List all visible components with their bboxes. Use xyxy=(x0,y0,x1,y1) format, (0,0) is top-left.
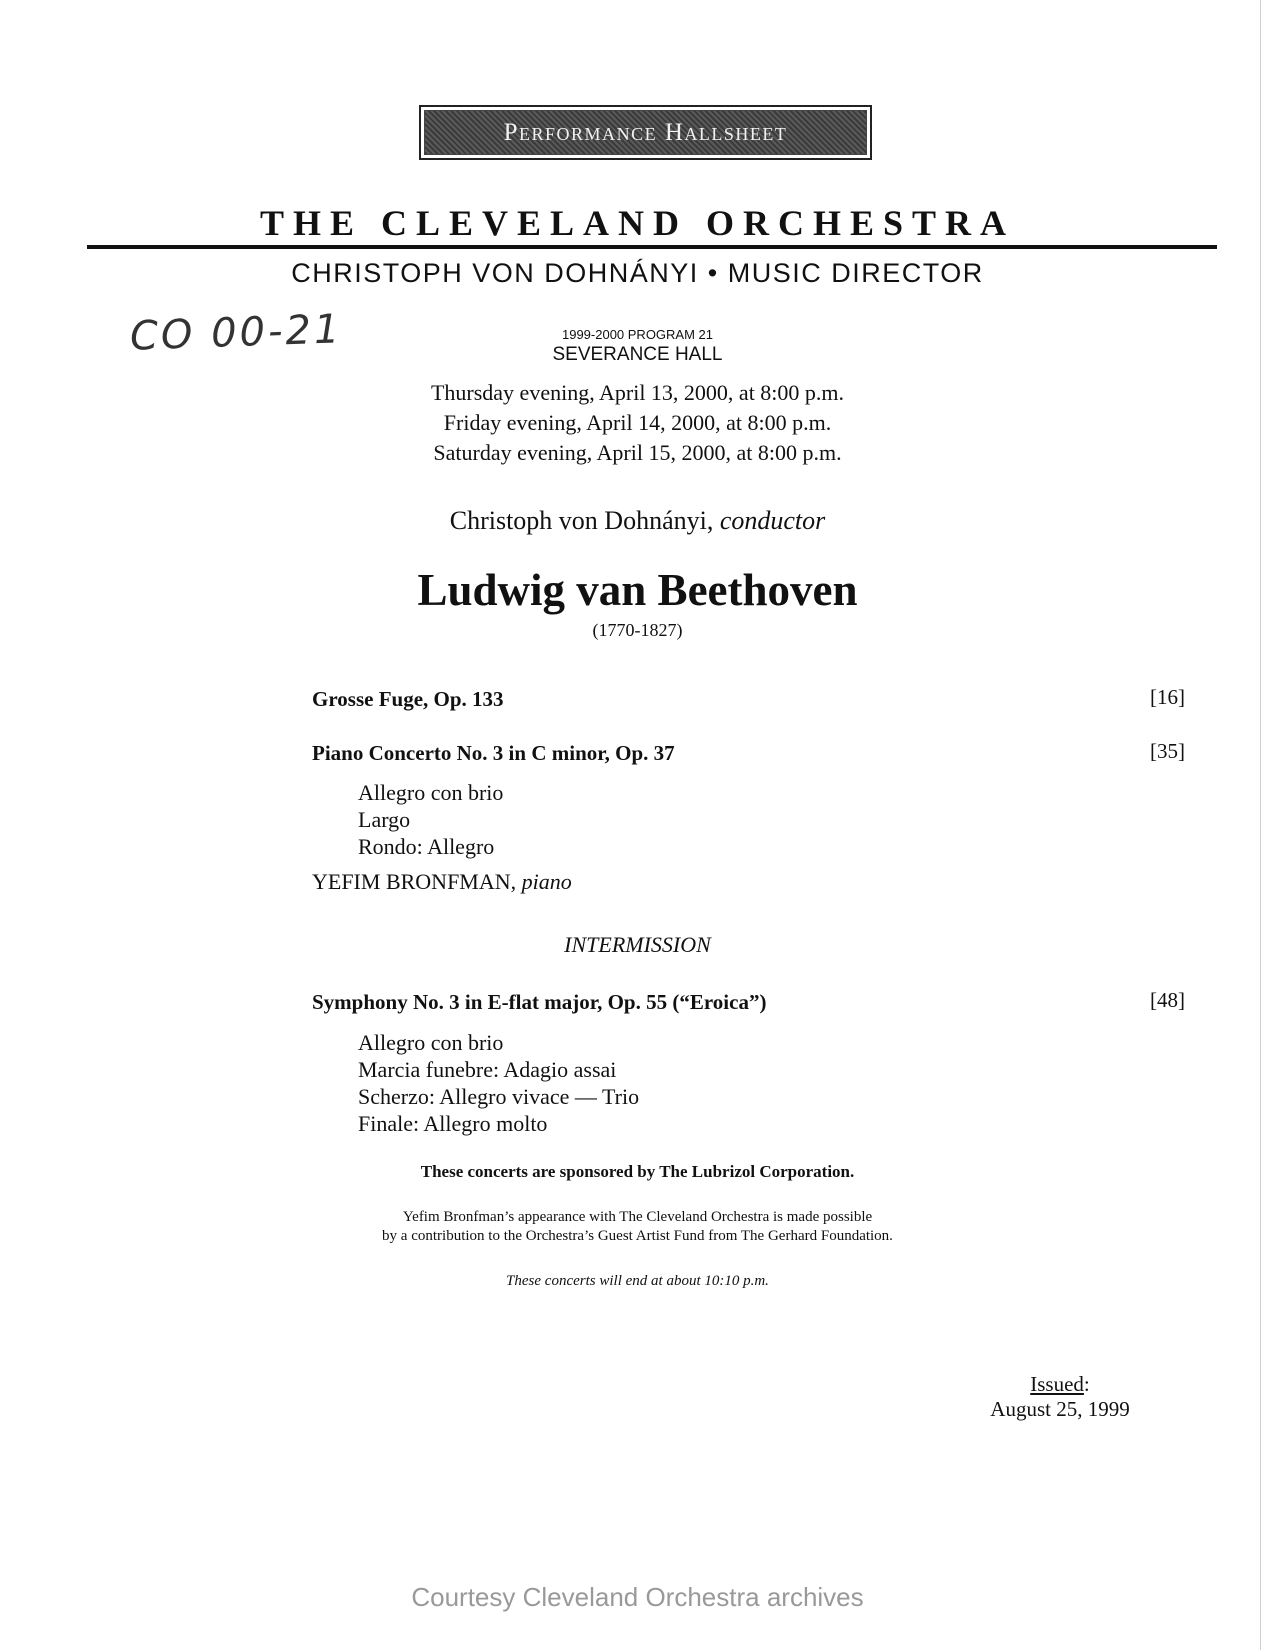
hallsheet-badge-frame xyxy=(424,110,867,155)
issued-block xyxy=(960,1372,1160,1422)
guest-artist-note: Yefim Bronfman’s appearance with The Cleveland Orchestra is made possible xyxy=(402,1209,873,1225)
work-title: Symphony No. 3 in E-flat major, Op. 55 (“Eroica”) xyxy=(312,990,767,1014)
courtesy-watermark: Courtesy Cleveland Orchestra archives xyxy=(411,1582,864,1612)
soloist-instrument: piano xyxy=(521,869,572,894)
movement-item: Largo xyxy=(358,807,411,832)
soloist-credit xyxy=(312,869,572,895)
movement-item: Allegro con brio xyxy=(358,780,504,805)
work-duration: [48] xyxy=(1150,988,1185,1012)
orchestra-title: THE CLEVELAND ORCHESTRA xyxy=(259,203,1016,243)
end-time-note: These concerts will end at about 10:10 p.m. xyxy=(506,1273,769,1289)
issued-label: Issued xyxy=(1030,1372,1084,1396)
performance-date: Friday evening, April 14, 2000, at 8:00 p.m. xyxy=(443,410,832,435)
conductor-credit xyxy=(0,506,1275,536)
hallsheet-badge xyxy=(419,105,872,160)
scan-edge-line xyxy=(1260,0,1261,1650)
issued-date: August 25, 1999 xyxy=(990,1397,1130,1421)
hallsheet-badge-text: Performance Hallsheet xyxy=(503,118,788,146)
soloist-name: YEFIM BRONFMAN, xyxy=(312,869,517,894)
movement-item: Marcia funebre: Adagio assai xyxy=(358,1057,617,1082)
composer-name: Ludwig van Beethoven xyxy=(417,565,858,615)
header-rule xyxy=(87,245,1217,249)
work-duration: [35] xyxy=(1150,739,1185,763)
guest-artist-note: by a contribution to the Orchestra’s Guest Artist Fund from The Gerhard Foundation. xyxy=(382,1228,893,1244)
program-season-line: 1999-2000 PROGRAM 21 xyxy=(561,327,714,342)
movement-item: Rondo: Allegro xyxy=(358,834,495,859)
work-duration: [16] xyxy=(1150,685,1185,709)
movement-item: Scherzo: Allegro vivace — Trio xyxy=(358,1084,640,1109)
work-title: Piano Concerto No. 3 in C minor, Op. 37 xyxy=(312,741,675,765)
performance-date: Thursday evening, April 13, 2000, at 8:00 p.m. xyxy=(430,380,845,405)
movement-item: Allegro con brio xyxy=(358,1030,504,1055)
work-title: Grosse Fuge, Op. 133 xyxy=(312,687,504,711)
intermission-label: INTERMISSION xyxy=(564,932,711,957)
sponsor-note: These concerts are sponsored by The Lubrizol Corporation. xyxy=(420,1162,855,1181)
venue-name: SEVERANCE HALL xyxy=(552,344,723,365)
performance-date: Saturday evening, April 15, 2000, at 8:00 p.m. xyxy=(433,440,842,465)
conductor-name: Christoph von Dohnányi, xyxy=(449,506,714,535)
issued-label-line: Issued: xyxy=(1030,1372,1090,1396)
conductor-role: conductor xyxy=(719,506,826,535)
composer-lifespan: (1770-1827) xyxy=(592,620,683,640)
music-director-line: CHRISTOPH VON DOHNÁNYI • MUSIC DIRECTOR xyxy=(291,258,984,288)
handwritten-catalog-number: CO 00-21 xyxy=(129,306,344,360)
movement-item: Finale: Allegro molto xyxy=(358,1111,548,1136)
